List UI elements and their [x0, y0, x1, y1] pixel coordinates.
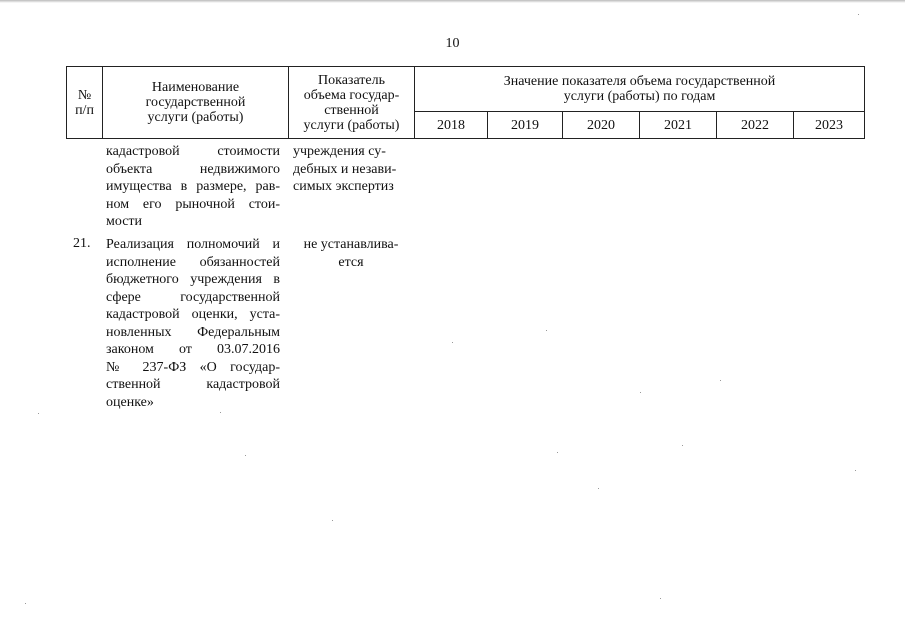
- page-number: 10: [445, 36, 460, 51]
- scan-speck: [682, 445, 683, 446]
- scan-speck: [720, 380, 721, 381]
- row-21-name-line: № 237-ФЗ «О государ-: [106, 359, 280, 375]
- header-year-2019: 2019: [488, 112, 563, 139]
- table-header: [66, 66, 865, 139]
- row-21-number: 21.: [73, 236, 91, 251]
- scan-speck: [640, 392, 641, 393]
- header-col-name: [103, 67, 289, 139]
- scan-speck: [858, 14, 859, 15]
- row-21-name-line: сфере государственной: [106, 289, 280, 305]
- scan-speck: [660, 598, 661, 599]
- header-col-values-text: Значение показателя объема государственной услуги (работы) по годам: [503, 74, 776, 104]
- row-21-name-line: Реализация полномочий и: [106, 237, 280, 252]
- continuation-name-line: объекта недвижимого: [106, 161, 280, 177]
- row-21-name-line: новленных Федеральным: [106, 324, 280, 340]
- row-21-name: [106, 236, 280, 411]
- header-year-2022: 2022: [717, 112, 794, 139]
- header-col-name-text: Наименование государственной услуги (работы): [145, 80, 246, 125]
- scan-speck: [25, 603, 26, 604]
- header-year-2021: 2021: [640, 112, 717, 139]
- row-21-name-line: законом от 03.07.2016: [106, 342, 280, 357]
- scan-speck: [332, 520, 333, 521]
- scan-top-edge: [0, 0, 905, 3]
- continuation-indicator-line: учреждения су-: [293, 144, 386, 159]
- continuation-indicator: [293, 143, 409, 196]
- row-21-indicator: [293, 236, 409, 271]
- scan-speck: [546, 330, 547, 331]
- scan-speck: [598, 488, 599, 489]
- scan-speck: [245, 455, 246, 456]
- header-col-values: [415, 67, 865, 112]
- scan-speck: [855, 470, 856, 471]
- scan-speck: [38, 413, 39, 414]
- row-21-name-line: бюджетного учреждения в: [106, 272, 280, 287]
- header-year-2018: 2018: [415, 112, 488, 139]
- continuation-indicator-line: симых экспертиз: [293, 179, 394, 194]
- header-col-indicator: [289, 67, 415, 139]
- scan-speck: [220, 412, 221, 413]
- header-col-indicator-text: Показатель объема государ- ственной услуги (работы): [303, 72, 400, 133]
- continuation-name-line: мости: [106, 214, 143, 229]
- row-21-indicator-line: ется: [338, 254, 364, 270]
- header-col-number-text: № п/п: [75, 87, 94, 118]
- continuation-name: [106, 143, 280, 231]
- continuation-name-line: кадастровой стоимости: [106, 144, 280, 159]
- header-col-number: [67, 67, 103, 139]
- row-21-name-line: оценке»: [106, 394, 154, 410]
- row-21-name-line: кадастровой оценки, уста-: [106, 307, 280, 322]
- continuation-name-line: ном его рыночной стои-: [106, 196, 280, 212]
- header-year-2020: 2020: [563, 112, 640, 139]
- scan-speck: [557, 452, 558, 453]
- row-21-name-line: исполнение обязанностей: [106, 254, 280, 270]
- continuation-name-line: имущества в размере, рав-: [106, 179, 280, 194]
- scan-speck: [452, 342, 453, 343]
- header-year-2023: 2023: [794, 112, 865, 139]
- continuation-indicator-line: дебных и незави-: [293, 161, 397, 177]
- row-21-name-line: ственной кадастровой: [106, 377, 280, 392]
- row-21-indicator-line: не устанавлива-: [303, 237, 399, 252]
